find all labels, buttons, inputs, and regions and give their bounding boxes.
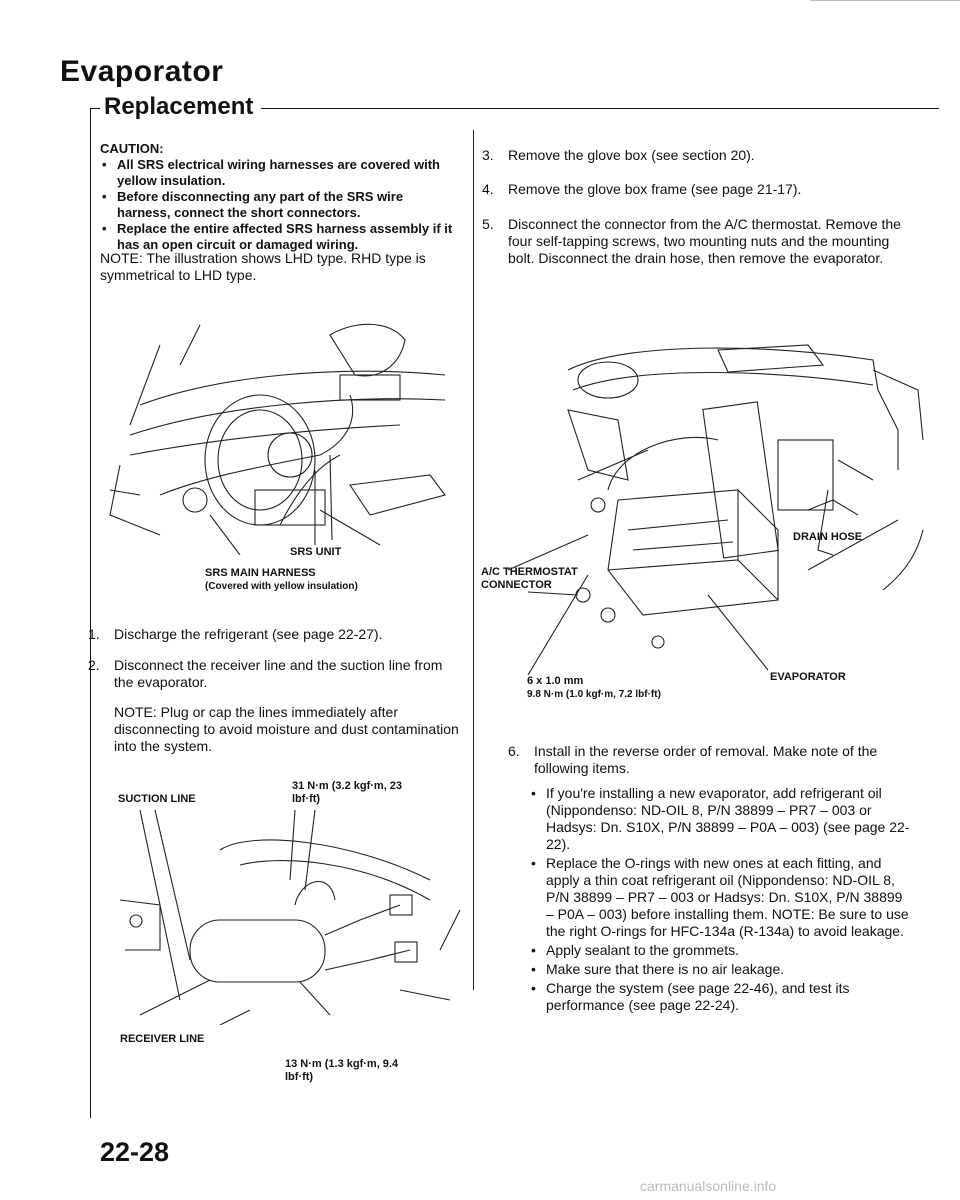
caution-item: • Before disconnecting any part of the SRS wire harness, connect the short connectors.: [100, 189, 460, 221]
dashboard-srs-illustration: [100, 305, 460, 555]
caution-list: [100, 157, 460, 253]
label-thermostat-connector: A/C THERMOSTAT CONNECTOR: [481, 566, 578, 591]
label-torque-31: 31 N·m (3.2 kgf·m, 23 lbf·ft): [292, 780, 403, 805]
step-number: 2.: [88, 657, 100, 673]
step-text: Discharge the refrigerant (see page 22-27).: [114, 626, 383, 642]
label-torque-13: 13 N·m (1.3 kgf·m, 9.4 lbf·ft): [285, 1058, 399, 1083]
section-frame-left: [90, 108, 91, 1118]
column-divider: [473, 130, 474, 990]
label-receiver-line: RECEIVER LINE: [120, 1033, 205, 1045]
evaporator-illustration: [478, 330, 928, 675]
step-6: [508, 743, 913, 1016]
step-number: 5.: [482, 216, 494, 232]
step-2: [88, 657, 463, 691]
caution-item: • Replace the entire affected SRS harness assembly if it has an open circuit or damaged wiring.: [100, 221, 460, 253]
step-1: [88, 626, 463, 643]
caution-heading: CAUTION:: [100, 141, 164, 156]
caution-item: • All SRS electrical wiring harnesses are covered with yellow insulation.: [100, 157, 460, 189]
caution-block: [100, 140, 460, 253]
step-number: 1.: [88, 626, 100, 642]
watermark: carmanualsonline.info: [640, 1178, 777, 1194]
step-text: Remove the glove box (see section 20).: [508, 147, 755, 163]
step-5: [482, 216, 912, 267]
label-srs-harness: [205, 567, 465, 593]
step-text: Disconnect the receiver line and the suction line from the evaporator.: [114, 657, 443, 690]
label-srs-harness-title: SRS MAIN HARNESS: [205, 567, 316, 579]
step-number: 3.: [482, 147, 494, 163]
step-text: Remove the glove box frame (see page 21-17).: [508, 181, 802, 197]
step-3: [482, 147, 912, 164]
note-lhd: NOTE: The illustration shows LHD type. RHD type is symmetrical to LHD type.: [100, 250, 426, 283]
step-text: Install in the reverse order of removal. Make note of the following items.: [534, 743, 878, 776]
label-suction-line: SUCTION LINE: [118, 793, 196, 805]
label-srs-harness-note: (Covered with yellow insulation): [205, 581, 358, 592]
install-note: • Make sure that there is no air leakage.: [528, 961, 913, 978]
install-note: • Replace the O-rings with new ones at each fitting, and apply a thin coat refrigerant oil (Nippondenso: ND-OIL 8, P/N 38899 – PR7 – 003 or Hadsys: Dn. S10X, P/N 38899 – P0A – 003) before installing them. NOTE: Be sure to use the right O-rings for HFC-134a (R-134a) to avoid leakage.: [528, 855, 913, 940]
label-drain-hose: DRAIN HOSE: [793, 531, 863, 543]
label-evaporator: EVAPORATOR: [770, 671, 846, 683]
section-title: Replacement: [100, 93, 261, 121]
install-note: • Apply sealant to the grommets.: [528, 942, 913, 959]
label-bolt-size: 6 x 1.0 mm: [527, 675, 584, 687]
step-4: [482, 181, 912, 198]
step-number: 4.: [482, 181, 494, 197]
label-bolt-torque: 9.8 N·m (1.0 kgf·m, 7.2 lbf·ft): [527, 689, 661, 700]
receiver-suction-illustration: [100, 810, 465, 1025]
install-note: • If you're installing a new evaporator, add refrigerant oil (Nippondenso: ND-OIL 8, P/N 38899 – PR7 – 003 or Hadsys: Dn. S10X, P/N 38899 – P0A – 003) (see page 22-22).: [528, 785, 913, 853]
note-plug: NOTE: Plug or cap the lines immediately after disconnecting to avoid moisture and dust contamination into the system.: [114, 704, 459, 754]
corner-rule: [810, 0, 960, 1]
label-srs-unit: SRS UNIT: [290, 546, 342, 558]
page-title: Evaporator: [60, 55, 224, 88]
step-number: 6.: [508, 743, 520, 759]
page-number: 22-28: [100, 1137, 170, 1167]
step-text: Disconnect the connector from the A/C thermostat. Remove the four self-tapping screws, two mounting nuts and the mounting bolt. Disconnect the drain hose, then remove the evaporator.: [508, 216, 901, 266]
install-note: • Charge the system (see page 22-46), and test its performance (see page 22-24).: [528, 980, 913, 1014]
install-notes-list: [528, 785, 913, 1014]
